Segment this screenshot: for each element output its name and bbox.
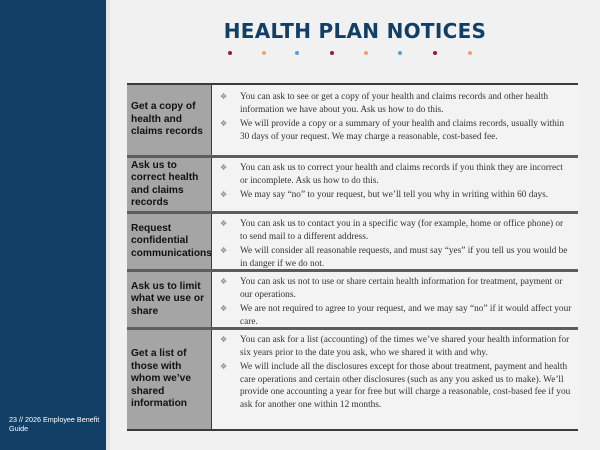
dot-icon: [330, 51, 334, 55]
list-item: ❖ You can ask us not to use or share certain health information for treatment, payment or our operations.: [220, 277, 563, 300]
diamond-bullet-icon: ❖: [220, 163, 228, 172]
dot-icon: [364, 51, 368, 55]
table-row: [127, 214, 578, 272]
row-label: Ask us to correct health and claims records: [127, 158, 212, 211]
dot-icon: [468, 51, 472, 55]
table-row: [127, 158, 578, 214]
table-row: [127, 330, 578, 429]
table-row: [127, 85, 578, 158]
row-content: [212, 85, 578, 155]
diamond-bullet-icon: ❖: [220, 219, 228, 228]
row-label: Get a list of those with whom we’ve shared information: [127, 330, 212, 429]
list-item: ❖ You can ask us to contact you in a specific way (for example, home or office phone) or to send mail to a different address.: [220, 219, 564, 242]
row-content: [212, 330, 578, 429]
diamond-bullet-icon: ❖: [220, 277, 228, 286]
dot-icon: [398, 51, 402, 55]
diamond-bullet-icon: ❖: [220, 246, 228, 255]
list-item: ❖ We may say “no” to your request, but we’ll tell you why in writing within 60 days.: [220, 190, 549, 200]
rights-table: [127, 83, 578, 431]
list-item: ❖ We are not required to agree to your request, and we may say “no” if it would affect your care.: [220, 304, 572, 327]
list-item: ❖ We will consider all reasonable requests, and must say “yes” if you tell us you would be in danger if we do not.: [220, 246, 568, 269]
row-content: [212, 158, 578, 211]
page-title: HEALTH PLAN NOTICES: [223, 19, 487, 43]
table-row: [127, 272, 578, 330]
row-label: Request confidential communications: [127, 214, 212, 269]
sidebar-panel: [0, 0, 106, 450]
row-content: [212, 272, 578, 327]
sidebar-edge: [106, 0, 110, 450]
dot-icon: [262, 51, 266, 55]
list-item: ❖ We will include all the disclosures except for those about treatment, payment and health care operations and certain other disclosures (such as any you asked us to make). We’ll provide one accounting a year for free but will charge a reasonable, cost-based fee if you ask for another one within 12 months.: [220, 362, 571, 410]
list-item: ❖ You can ask for a list (accounting) of the times we’ve shared your health information for six years prior to the date you ask, who we shared it with and why.: [220, 335, 570, 358]
decorative-dots: [228, 51, 478, 57]
diamond-bullet-icon: ❖: [220, 304, 228, 313]
row-content: [212, 214, 578, 269]
page-footer: 23 // 2026 Employee Benefit Guide: [9, 415, 100, 433]
diamond-bullet-icon: ❖: [220, 335, 228, 344]
diamond-bullet-icon: ❖: [220, 92, 228, 101]
list-item: ❖ We will provide a copy or a summary of your health and claims records, usually within 30 days of your request. We may charge a reasonable, cost-based fee.: [220, 119, 565, 142]
diamond-bullet-icon: ❖: [220, 119, 228, 128]
diamond-bullet-icon: ❖: [220, 190, 228, 199]
row-label: Get a copy of health and claims records: [127, 85, 212, 155]
dot-icon: [433, 51, 437, 55]
dot-icon: [228, 51, 232, 55]
list-item: ❖ You can ask us to correct your health and claims records if you think they are incorrect or incomplete. Ask us how to do this.: [220, 163, 563, 186]
list-item: ❖ You can ask to see or get a copy of your health and claims records and other health information we have about you. Ask us how to do this.: [220, 92, 549, 115]
dot-icon: [295, 51, 299, 55]
diamond-bullet-icon: ❖: [220, 362, 228, 371]
row-label: Ask us to limit what we use or share: [127, 272, 212, 327]
